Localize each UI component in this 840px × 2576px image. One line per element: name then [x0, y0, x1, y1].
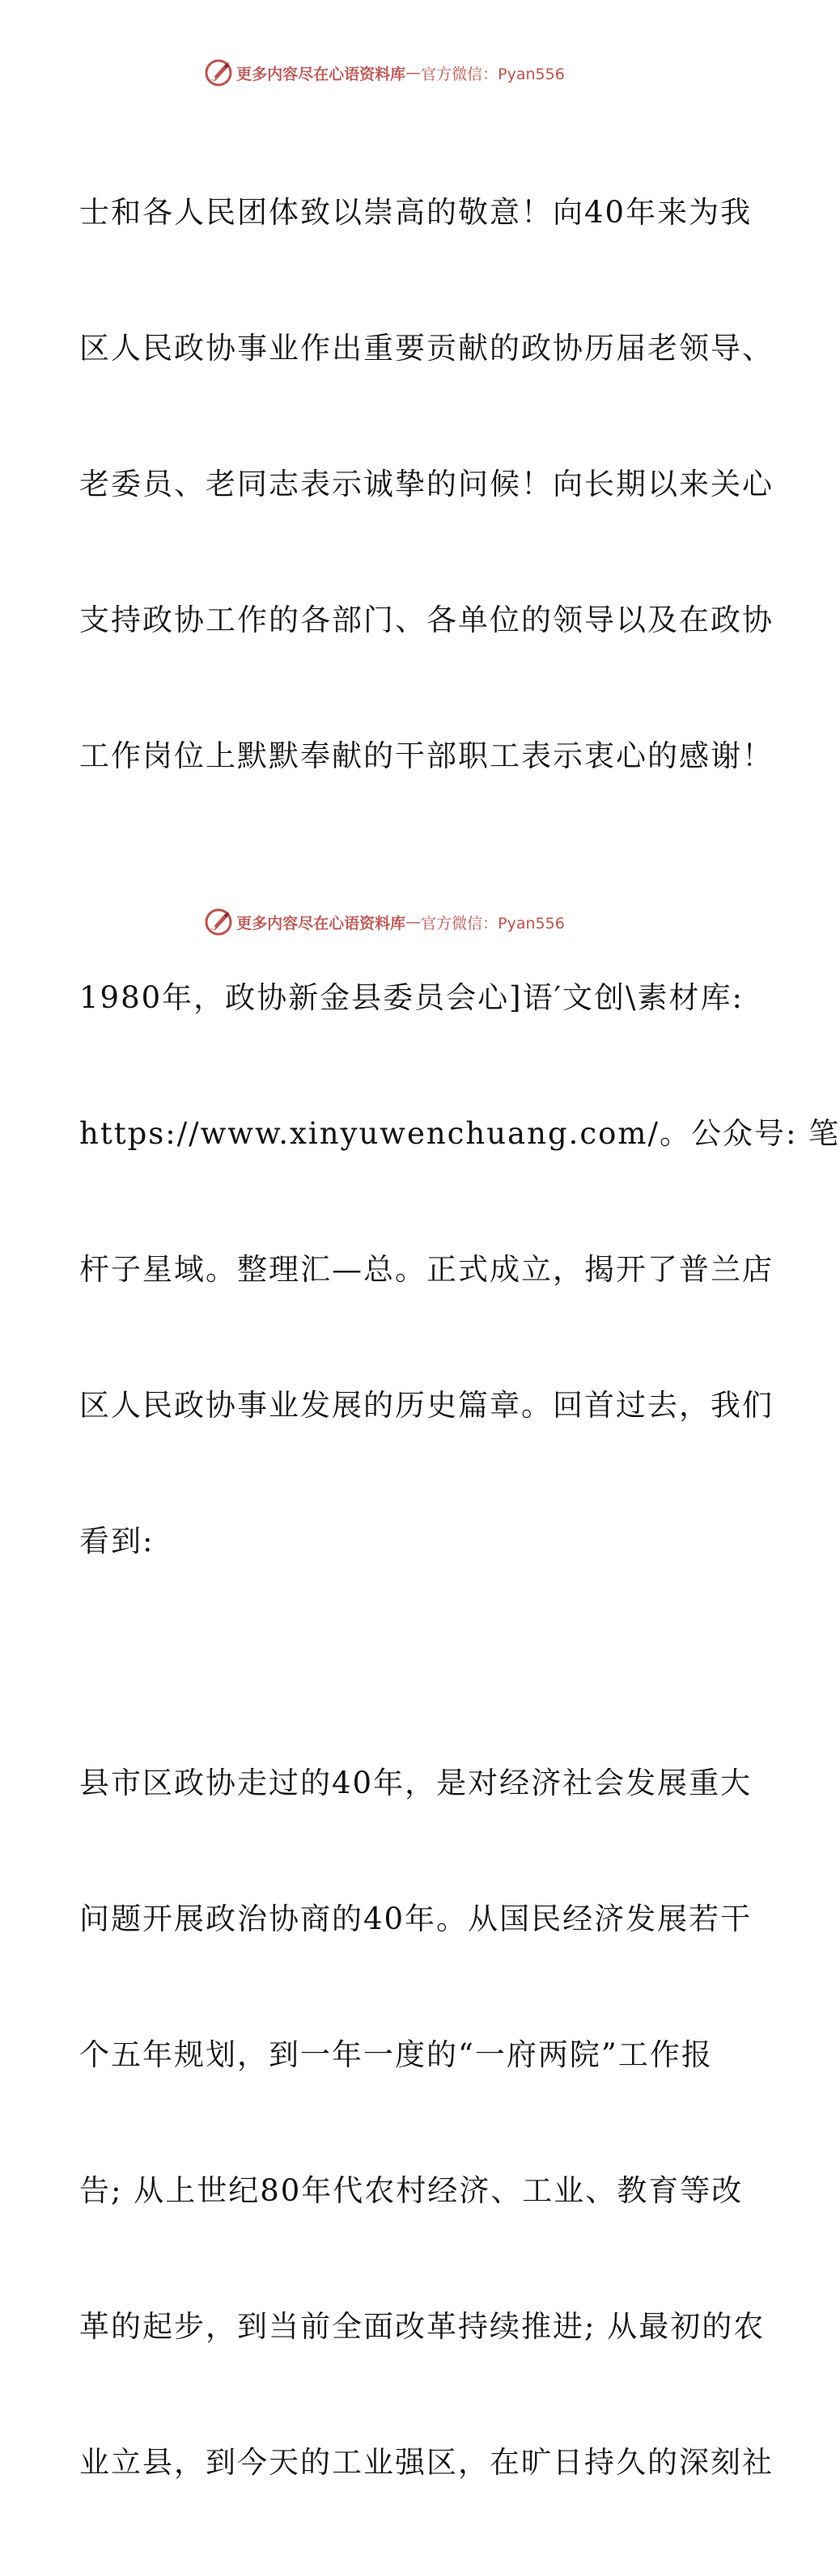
paragraph-2	[79, 885, 840, 1655]
text-line: 看到:	[79, 1524, 155, 1559]
paragraph-gap	[79, 1655, 702, 1670]
footer-watermark	[0, 906, 769, 938]
text-line: 业立县，到今天的工业强区，在旷日持久的深刻社	[79, 2445, 774, 2480]
text-line: 1980年，政协新金县委员会心]语′文创\素材库:	[79, 980, 744, 1015]
header-watermark	[0, 57, 769, 89]
watermark-dash: —	[405, 64, 422, 82]
watermark-brand-text: 更多内容尽在心语资料库	[236, 65, 406, 83]
quill-pen-logo-icon	[204, 58, 233, 87]
watermark-wechat-text: 官方微信：Pyan556	[421, 914, 565, 933]
paragraph-3	[79, 1670, 774, 2576]
text-line: 士和各人民团体致以崇高的敬意！向40年来为我	[79, 195, 753, 230]
text-line: 问题开展政治协商的40年。从国民经济发展若干	[79, 1901, 753, 1936]
text-line: 革的起步，到当前全面改革持续推进; 从最初的农	[79, 2309, 766, 2344]
text-line: 个五年规划，到一年一度的“一府两院”工作报	[79, 2037, 713, 2072]
paragraph-1	[79, 99, 774, 869]
watermark-wechat-text: 官方微信：Pyan556	[421, 65, 565, 83]
text-line: 支持政协工作的各部门、各单位的领导以及在政协	[79, 603, 774, 637]
text-line: 县市区政协走过的40年，是对经济社会发展重大	[79, 1766, 753, 1800]
quill-pen-logo-icon	[204, 907, 233, 937]
paragraph-gap	[79, 869, 702, 885]
text-line: 老委员、老同志表示诚挚的问候！向长期以来关心	[79, 467, 774, 501]
text-line: 工作岗位上默默奉献的干部职工表示衷心的感谢！	[79, 738, 774, 773]
document-body	[79, 99, 840, 2576]
text-line: 杆子星域。整理汇—总。正式成立，揭开了普兰店	[79, 1252, 774, 1287]
text-line: 区人民政协事业作出重要贡献的政协历届老领导、	[79, 331, 774, 366]
text-line: 区人民政协事业发展的历史篇章。回首过去，我们	[79, 1388, 774, 1423]
text-line: https://www.xinyuwenchuang.com/。公众号: 笔	[79, 1116, 840, 1151]
watermark-brand-text: 更多内容尽在心语资料库	[236, 914, 406, 933]
watermark-dash: —	[405, 913, 422, 931]
text-line: 告; 从上世纪80年代农村经济、工业、教育等改	[79, 2173, 744, 2208]
